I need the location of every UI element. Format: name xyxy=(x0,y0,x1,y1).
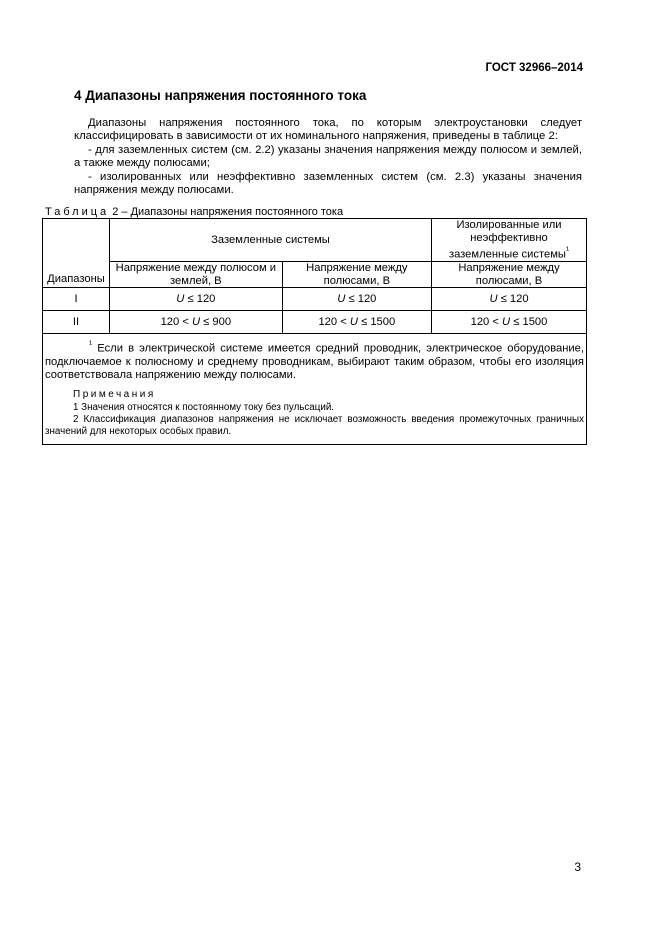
page-number: 3 xyxy=(574,860,581,874)
document-code: ГОСТ 32966–2014 xyxy=(485,62,583,74)
footnote-mark: ¹ xyxy=(89,339,93,350)
voltage-ranges-table xyxy=(42,218,587,445)
section-title: 4 Диапазоны напряжения постоянного тока xyxy=(74,88,367,103)
notes-heading: Примечания xyxy=(73,388,156,400)
header-isolated-systems xyxy=(432,219,587,262)
table-footnote xyxy=(45,338,584,382)
note-item: 2 Классификация диапазонов напряжения не исключает возможность введения промежуточных граничных значений для некоторых особых правил. xyxy=(45,413,584,437)
notes-cell xyxy=(43,334,587,444)
isolated-systems-paragraph: - изолированных или неэффективно заземленных систем (см. 2.3) указаны значения напряжения между полюсами. xyxy=(74,170,582,197)
header-ranges: Диапазоны xyxy=(43,219,110,288)
subheader-poles-isolated: Напряжение между полюсами, В xyxy=(432,262,587,288)
table-caption-number: 2 xyxy=(112,206,119,218)
table-row xyxy=(43,288,587,311)
value-cell: 120 < U ≤ 1500 xyxy=(282,311,431,334)
table-notes-row xyxy=(43,334,587,444)
value-cell: 120 < U ≤ 1500 xyxy=(432,311,587,334)
range-cell: I xyxy=(43,288,110,311)
value-cell: U ≤ 120 xyxy=(282,288,431,311)
footnote-text: Если в электрической системе имеется средний проводник, электрическое оборудование, подключаемое к полюсному и среднему проводникам, выбирают таким образом, чтобы его изоляция соответствовала напряжению между полюсами. xyxy=(45,342,585,382)
note-item: 1 Значения относятся к постоянному току без пульсаций. xyxy=(73,401,335,413)
table-header-row xyxy=(43,219,587,262)
range-cell: II xyxy=(43,311,110,334)
intro-paragraph: Диапазоны напряжения постоянного тока, по которым электроустановки следует классифицировать в зависимости от их номинального напряжения, приведены в таблице 2: xyxy=(74,117,582,143)
table-row xyxy=(43,311,587,334)
header-isolated-text: Изолированные или неэффективно заземленные системы xyxy=(448,219,566,261)
header-isolated-footnote-mark: ¹ xyxy=(565,245,570,255)
section-body xyxy=(74,117,582,197)
value-cell: U ≤ 120 xyxy=(110,288,283,311)
header-grounded-systems: Заземленные системы xyxy=(110,219,432,262)
subheader-poles: Напряжение между полюсами, В xyxy=(282,262,431,288)
value-cell: 120 < U ≤ 900 xyxy=(110,311,283,334)
table-caption xyxy=(45,206,343,218)
table-subheader-row xyxy=(43,262,587,288)
subheader-pole-earth: Напряжение между полюсом и землей, В xyxy=(110,262,283,288)
table-caption-prefix: Таблица xyxy=(45,206,110,218)
grounded-systems-paragraph: - для заземленных систем (см. 2.2) указаны значения напряжения между полюсом и землей, а также между полюсами; xyxy=(74,143,582,170)
value-cell: U ≤ 120 xyxy=(432,288,587,311)
table-caption-text: – Диапазоны напряжения постоянного тока xyxy=(121,206,344,218)
